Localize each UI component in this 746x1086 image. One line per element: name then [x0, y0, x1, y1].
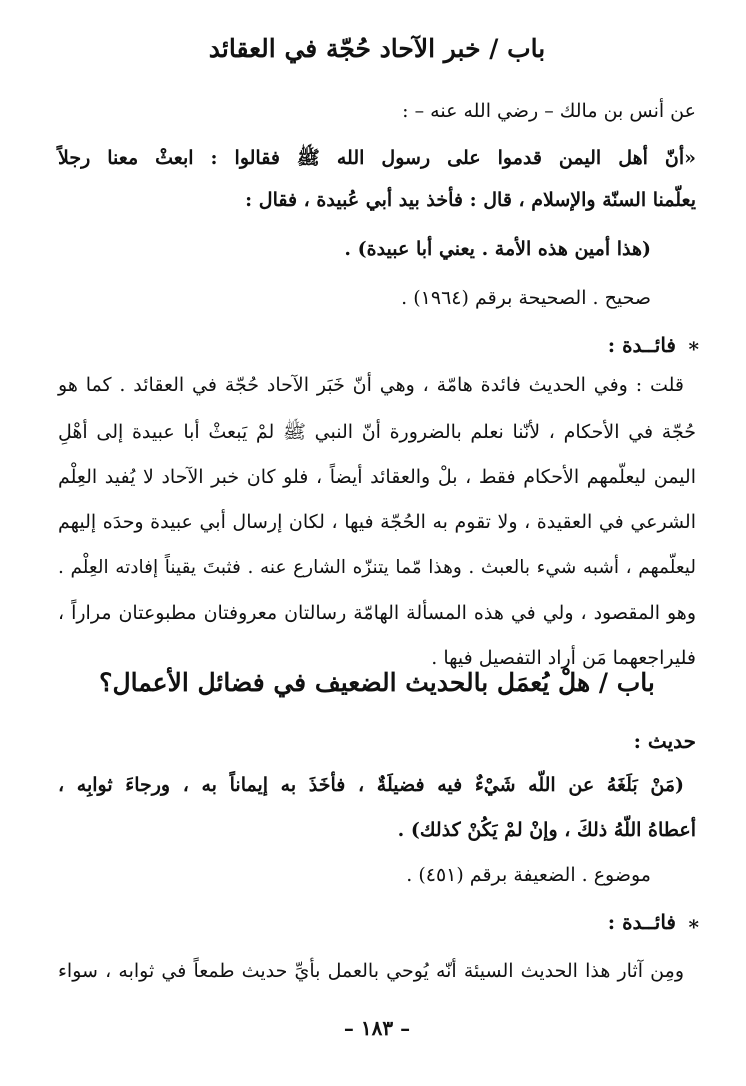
chapter-title-2: باب / هلْ يُعمَل بالحديث الضعيف في فضائل الأعمال؟: [99, 668, 655, 697]
weak-hadith-grading: موضوع . الضعيفة برقم (٤٥١) .: [406, 864, 651, 886]
benefit-star-2: *: [688, 915, 699, 939]
hadith-text-line-1: «أنّ أهل اليمن قدموا على رسول الله ﷺ فقالوا : ابعثْ معنا رجلاً: [58, 147, 696, 169]
hadith-text-line-2: يعلّمنا السنّة والإسلام ، قال : فأخذ بيد أبي عُبيدة ، فقال :: [245, 189, 696, 211]
weak-hadith-line-2: أعطاهُ اللّهُ ذلكَ ، وإنْ لمْ يَكُنْ كذلك) .: [397, 819, 696, 841]
chapter-title-1: باب / خبر الآحاد حُجّة في العقائد: [208, 34, 546, 63]
benefit-line-4: الشرعي في العقيدة ، ولا تقوم به الحُجّة فيها ، لكان إرسال أبي عبيدة وحدَه إليهم: [58, 511, 696, 533]
benefit-line-7: فليراجعهما مَن أراد التفصيل فيها .: [431, 647, 696, 669]
page-number: – ١٨٣ –: [343, 1016, 411, 1040]
benefit-line-6: وهو المقصود ، ولي في هذه المسألة الهامّة رسالتان معروفتان مطبوعتان مراراً ،: [58, 602, 696, 624]
benefit-line-2: حُجّة في الأحكام ، لأنّنا نعلم بالضرورة أنّ النبي ﷺ لمْ يَبعثْ أبا عبيدة إلى أهْلِ: [58, 421, 696, 443]
hadith-grading: صحيح . الصحيحة برقم (١٩٦٤) .: [401, 287, 651, 309]
hadith-label: حديث :: [633, 729, 696, 753]
benefit2-line-1: ومِن آثار هذا الحديث السيئة أنّه يُوحي بالعمل بأيِّ حديث طمعاً في ثوابه ، سواء: [58, 960, 684, 982]
benefit-line-5: ليعلّمهم ، أشبه شيء بالعبث . وهذا مّما يتنزّه الشارع عنه . فثبتَ يقيناً إفادته العِلْم .: [58, 557, 696, 578]
hadith-text-line-3: (هذا أمين هذه الأمة . يعني أبا عبيدة) .: [344, 238, 651, 260]
benefit-line-1: قلت : وفي الحديث فائدة هامّة ، وهي أنّ خَبَر الآحاد حُجّة في العقائد . كما هو: [58, 374, 684, 396]
benefit-star-1: *: [688, 337, 699, 361]
book-page: [58, 0, 699, 1086]
weak-hadith-line-1: (مَنْ بَلَغَهُ عن اللّه شَيْءٌ فيه فضيلَةٌ ، فأخَذَ به إيماناً به ، ورجاءَ ثوابِه ،: [58, 774, 684, 796]
benefit-label-1: فائــدة :: [607, 333, 676, 357]
benefit-line-3: اليمن ليعلّمهم الأحكام فقط ، بلْ والعقائد أيضاً ، فلو كان خبر الآحاد لا يُفيد العِلْم: [58, 466, 696, 488]
narrator-line: عن أنس بن مالك – رضي الله عنه – :: [402, 100, 696, 122]
benefit-label-2: فائــدة :: [607, 910, 676, 934]
